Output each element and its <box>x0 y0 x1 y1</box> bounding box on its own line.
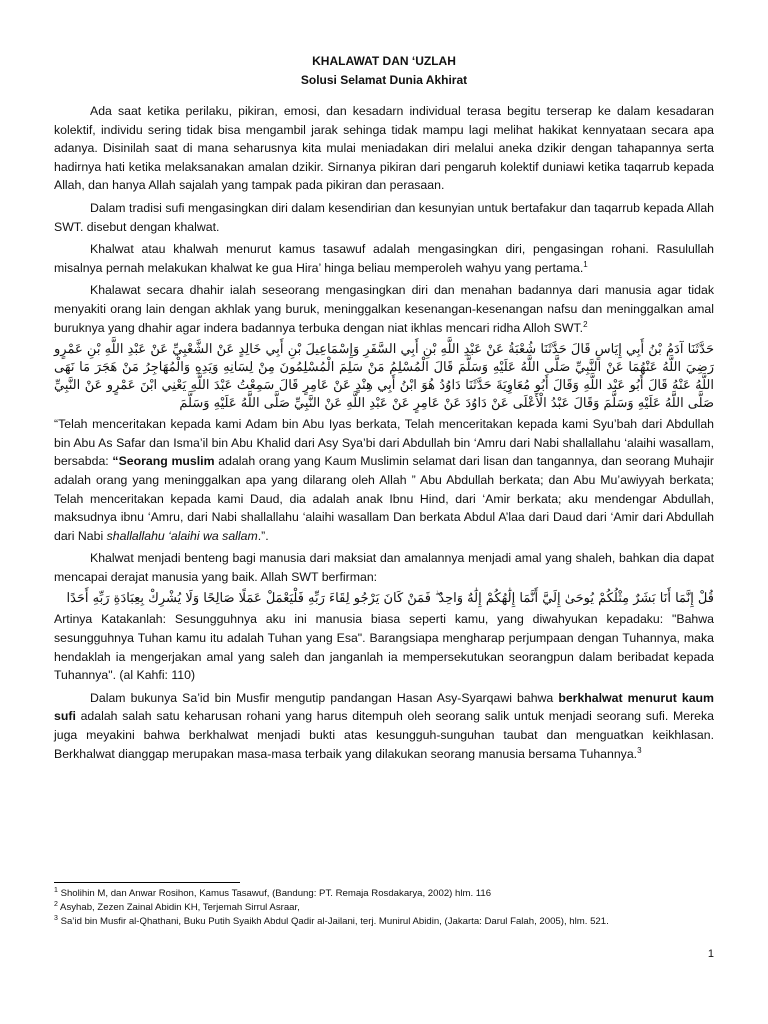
paragraph-khalawat-dhahir-text: Khalawat secara dhahir ialah seseorang mengasingkan diri dan menahan badannya dari manusia agar tidak menyakiti orang lain dengan akhlak yang buruk, meninggalkan kesenangan-kesenangan nafsu dan meninggalkan amal buruknya yang dhahir agar indera badannya terbuka dengan niat ikhlas mencari ridha Alloh SWT. <box>54 283 714 335</box>
footnote-3 <box>54 915 714 928</box>
paragraph-khalwat-definition <box>54 240 714 277</box>
hadith-translation-part-2: adalah orang yang Kaum Muslimin selamat dari lisan dan tangannya, dan seorang Muhajir adalah orang yang meninggalkan apa yang dilarang oleh Allah ” Abu Abdullah berkata; dan Abu Mu’awiyyah berkata; Telah menceritakan kepada kami Daud, dia adalah anak Ibnu Hind, dari ‘Amir berkata; aku mendengar Abdullah, maksudnya ibnu ‘Amru, dari Nabi shallallahu ‘alaihi wasallam Dan berkata Abdul A’laa dari Daud dari ‘Amir dari Abdullah dari Nabi <box>54 454 714 543</box>
hadith-translation-italic: shallallahu ‘alaihi wa sallam <box>106 528 258 543</box>
paragraph-khalwat-tradition-text: Dalam tradisi sufi mengasingkan diri dalam kesendirian dan kesunyian untuk bertafakur dan taqarrub kepada Allah SWT. disebut dengan khalwat. <box>54 200 714 234</box>
hadith-arabic-text: حَدَّثَنَا آدَمُ بْنُ أَبِي إِيَاسٍ قَالَ حَدَّثَنَا شُعْبَةُ عَنْ عَبْدِ اللَّهِ بْنِ أَبِي السَّفَرِ وَإِسْمَاعِيلَ بْنِ أَبِي خَالِدٍ عَنْ الشَّعْبِيِّ عَنْ عَبْدِ اللَّهِ بْنِ عَمْرٍو رَضِيَ اللَّهُ عَنْهُمَا عَنْ النَّبِيِّ صَلَّى اللَّهُ عَلَيْهِ وَسَلَّمَ قَالَ الْمُسْلِمُ مَنْ سَلِمَ الْمُسْلِمُونَ مِنْ لِسَانِهِ وَيَدِهِ وَالْمُهَاجِرُ مَنْ هَجَرَ مَا نَهَى اللَّهُ عَنْهُ قَالَ أَبُو عَبْد اللَّهِ وَقَالَ أَبُو مُعَاوِيَةَ حَدَّثَنَا دَاوُدُ هُوَ ابْنُ أَبِي هِنْدٍ عَنْ عَامِرٍ قَالَ سَمِعْتُ عَبْدَ اللَّهِ يَعْنِي ابْنَ عَمْرٍو عَنْ النَّبِيِّ صَلَّى اللَّهُ عَلَيْهِ وَسَلَّمَ وَقَالَ عَبْدُ الْأَعْلَى عَنْ دَاوُدَ عَنْ عَامِرٍ عَنْ عَبْدِ اللَّهِ عَنْ النَّبِيِّ صَلَّى اللَّهُ عَلَيْهِ وَسَلَّمَ <box>54 342 714 412</box>
verse-translation <box>54 610 714 684</box>
footnote-1-number: 1 <box>54 886 58 894</box>
page-title: KHALAWAT DAN ‘UZLAH <box>312 54 456 68</box>
paragraph-khalwat-benteng-text: Khalwat menjadi benteng bagi manusia dari maksiat dan amalannya menjadi amal yang shaleh, bahkan dia dapat mencapai derajat manusia yang baik. Allah SWT berfirman: <box>54 551 714 584</box>
hadith-translation-bold: “Seorang muslim <box>112 454 215 469</box>
footnote-3-text: Sa’id bin Musfir al-Qhathani, Buku Putih Syaikh Abdul Qadir al-Jailani, terj. Munirul Abidin, (Jakarta: Darul Falah, 2005), hlm. 521. <box>57 916 609 927</box>
footnote-3-number: 3 <box>54 914 58 922</box>
paragraph-khalawat-dhahir <box>54 281 714 337</box>
quran-verse-arabic: قُلْ إِنَّمَا أَنَا بَشَرٌ مِثْلُكُمْ يُوحَىٰ إِلَيَّ أَنَّمَا إِلَٰهُكُمْ إِلَٰهٌ وَاحِدٌ ۖ فَمَنْ كَانَ يَرْجُو لِقَاءَ رَبِّهِ فَلْيَعْمَلْ عَمَلًا صَالِحًا وَلَا يُشْرِكْ بِعِبَادَةِ رَبِّهِ أَحَدًا <box>66 591 714 607</box>
paragraph-intro <box>54 102 714 195</box>
footnote-2-number: 2 <box>54 900 58 908</box>
page-subtitle: Solusi Selamat Dunia Akhirat <box>300 73 468 87</box>
footnote-divider <box>54 882 240 883</box>
hadith-translation <box>54 415 714 545</box>
paragraph-khalwat-tradition <box>54 199 714 236</box>
footnotes <box>54 887 714 929</box>
paragraph-khalwat-definition-text: Khalwat atau khalwah menurut kamus tasawuf adalah mengasingkan diri, pengasingan rohani. Rasulullah misalnya pernah melakukan khalwat ke gua Hira’ hinga beliau memperoleh wahyu yang pertama. <box>54 242 714 275</box>
verse-translation-text: Artinya Katakanlah: Sesungguhnya aku ini manusia biasa seperti kamu, yang diwahyukan kepadaku: "Bahwa sesungguhnya Tuhan kamu itu adalah Tuhan yang Esa". Barangsiapa mengharap perjumpaan dengan Tuhannya, maka hendaklah ia mengerjakan amal yang saleh dan janganlah ia mempersekutukan seorangpun dalam beribadat kepada Tuhannya". (al Kahfi: 110) <box>54 612 714 683</box>
footnote-2 <box>54 901 714 914</box>
paragraph-intro-text: Ada saat ketika perilaku, pikiran, emosi, dan kesadarn individual terasa begitu terserap ke dalam kesadaran kolektif, individu sering tidak bisa mengambil jarak sehinga tidak mampu lagi melihat hakikat kennyataan secara apa adanya. Disinilah saat di mana seharusnya kita mulai meniadakan diri melalui aneka dzikir dengan tahapannya serta hadirnya hati ketika melaksanakan amalan dzikir. Sirnanya pikiran dari pengaruh kolektif duniawi ketika taqarrub kepada Allah, dan hanya Allah sajalah yang tampak pada pikiran dan perasaan. <box>54 104 714 193</box>
footnote-1 <box>54 887 714 900</box>
footnote-ref-1[interactable]: 1 <box>583 259 588 269</box>
paragraph-said-bin-musfir <box>54 689 714 763</box>
footnote-1-text: Sholihin M, dan Anwar Rosihon, Kamus Tasawuf, (Bandung: PT. Remaja Rosdakarya, 2002) hlm. 116 <box>57 888 492 899</box>
paragraph-said-bold: berkhalwat menurut kaum sufi <box>54 690 714 724</box>
paragraph-said-text-a: Dalam bukunya Sa’id bin Musfir mengutip pandangan Hasan Asy-Syarqawi bahwa <box>90 690 559 705</box>
hadith-translation-part-1: “Telah menceritakan kepada kami Adam bin Abu Iyas berkata, Telah menceritakan kepada kami Syu’bah dari Abdullah bin Abu As Safar dan Isma’il bin Abu Khalid dari Asy Sya’bi dari Abdullah bin ‘Amru dari Nabi shallallahu ‘alaihi wasallam, bersabda: <box>54 417 714 469</box>
paragraph-said-text-b: adalah salah satu keharusan rohani yang harus ditempuh oleh seorang salik untuk menjadi seorang sufi. Mereka juga meyakini bahwa berkhalwat menjadi bukti atas kesungguh-sunguhan taubat dan menguatkan keikhlasan. Berkhalwat dianggap merupakan masa-masa terbaik yang dilakukan seorang manusia bersama Tuhannya. <box>54 709 714 761</box>
footnote-ref-3[interactable]: 3 <box>637 745 642 755</box>
page-number: 1 <box>707 948 714 960</box>
paragraph-khalwat-benteng <box>54 549 714 586</box>
footnote-2-text: Asyhab, Zezen Zainal Abidin KH, Terjemah Sirrul Asraar, <box>57 902 300 913</box>
hadith-translation-end: .”. <box>257 528 269 543</box>
footnote-ref-2[interactable]: 2 <box>583 319 588 329</box>
